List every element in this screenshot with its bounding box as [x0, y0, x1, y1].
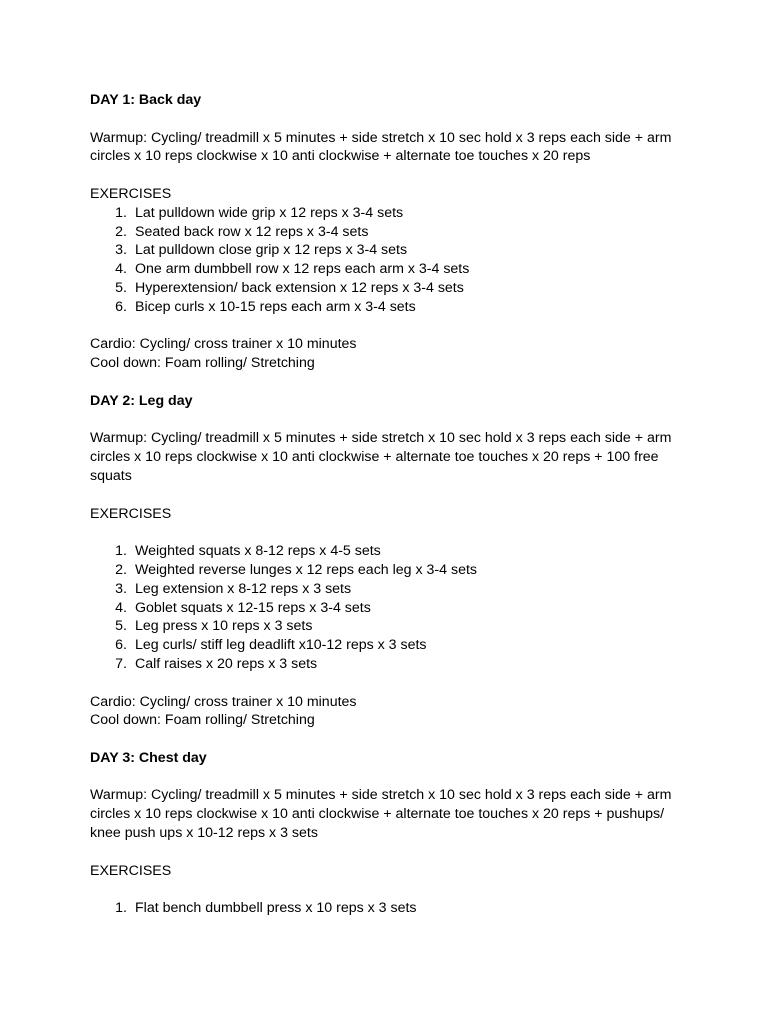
list-item [90, 241, 690, 260]
list-item [90, 542, 690, 561]
list-item-text: Calf raises x 20 reps x 3 sets [135, 655, 318, 672]
list-item-number: 5. [115, 279, 127, 296]
document-body [90, 91, 690, 918]
list-item [90, 279, 690, 298]
day2-heading: DAY 2: Leg day [90, 392, 193, 409]
list-item-number: 6. [115, 298, 127, 315]
day1-exercise-list [90, 204, 690, 317]
day3-exercises-label: EXERCISES [90, 862, 172, 879]
list-item [90, 223, 690, 242]
list-item-text: One arm dumbbell row x 12 reps each arm x 3-4 sets [135, 261, 470, 278]
list-item [90, 561, 690, 580]
list-item-text: Bicep curls x 10-15 reps each arm x 3-4 sets [135, 298, 416, 315]
list-item-text: Lat pulldown wide grip x 12 reps x 3-4 sets [135, 204, 404, 221]
list-item-number: 1. [115, 204, 127, 221]
day2-warmup-line3: squats [90, 467, 132, 484]
list-item [90, 599, 690, 618]
list-item [90, 260, 690, 279]
day3-exercise-list [90, 899, 690, 918]
list-item-text: Goblet squats x 12-15 reps x 3-4 sets [135, 599, 371, 616]
day3-heading: DAY 3: Chest day [90, 749, 207, 766]
list-item [90, 617, 690, 636]
list-item-number: 4. [115, 599, 127, 616]
list-item-text: Leg curls/ stiff leg deadlift x10-12 reps x 3 sets [135, 637, 427, 654]
list-item [90, 580, 690, 599]
list-item-number: 1. [115, 543, 127, 560]
list-item [90, 298, 690, 317]
list-item-text: Leg press x 10 reps x 3 sets [135, 618, 313, 635]
list-item-number: 6. [115, 637, 127, 654]
day3-warmup-line3: knee push ups x 10-12 reps x 3 sets [90, 825, 318, 842]
day2-exercises-label: EXERCISES [90, 505, 172, 522]
day1-cardio: Cardio: Cycling/ cross trainer x 10 minutes [90, 336, 357, 353]
list-item-number: 5. [115, 618, 127, 635]
day1-heading: DAY 1: Back day [90, 92, 202, 108]
list-item-number: 3. [115, 580, 127, 597]
list-item-text: Weighted squats x 8-12 reps x 4-5 sets [135, 543, 381, 560]
list-item-number: 7. [115, 655, 127, 672]
list-item [90, 899, 690, 918]
list-item-text: Lat pulldown close grip x 12 reps x 3-4 sets [135, 242, 408, 259]
day2-warmup-line1: Warmup: Cycling/ treadmill x 5 minutes + side stretch x 10 sec hold x 3 reps each side + arm [90, 430, 672, 447]
list-item-number: 2. [115, 561, 127, 578]
day2-cardio: Cardio: Cycling/ cross trainer x 10 minutes [90, 693, 357, 710]
list-item-text: Flat bench dumbbell press x 10 reps x 3 sets [135, 900, 417, 917]
list-item-text: Weighted reverse lunges x 12 reps each leg x 3-4 sets [135, 561, 478, 578]
day3-warmup-line2: circles x 10 reps clockwise x 10 anti clockwise + alternate toe touches x 20 reps + pushups/ [90, 806, 665, 823]
day1-warmup-line2: circles x 10 reps clockwise x 10 anti clockwise + alternate toe touches x 20 reps [90, 148, 591, 165]
day2-cooldown: Cool down: Foam rolling/ Stretching [90, 712, 315, 729]
list-item [90, 655, 690, 674]
day2-exercise-list [90, 542, 690, 674]
list-item-number: 1. [115, 900, 127, 917]
list-item-number: 2. [115, 223, 127, 240]
list-item-number: 4. [115, 261, 127, 278]
day1-warmup-line1: Warmup: Cycling/ treadmill x 5 minutes + side stretch x 10 sec hold x 3 reps each side + arm [90, 129, 672, 146]
list-item-text: Hyperextension/ back extension x 12 reps x 3-4 sets [135, 279, 464, 296]
day3-warmup-line1: Warmup: Cycling/ treadmill x 5 minutes + side stretch x 10 sec hold x 3 reps each side + arm [90, 787, 672, 804]
list-item-text: Seated back row x 12 reps x 3-4 sets [135, 223, 369, 240]
day1-exercises-label: EXERCISES [90, 185, 172, 202]
list-item-text: Leg extension x 8-12 reps x 3 sets [135, 580, 352, 597]
list-item [90, 204, 690, 223]
list-item [90, 636, 690, 655]
list-item-number: 3. [115, 242, 127, 259]
day2-warmup-line2: circles x 10 reps clockwise x 10 anti clockwise + alternate toe touches x 20 reps + 100 free [90, 449, 659, 466]
day1-cooldown: Cool down: Foam rolling/ Stretching [90, 355, 315, 372]
